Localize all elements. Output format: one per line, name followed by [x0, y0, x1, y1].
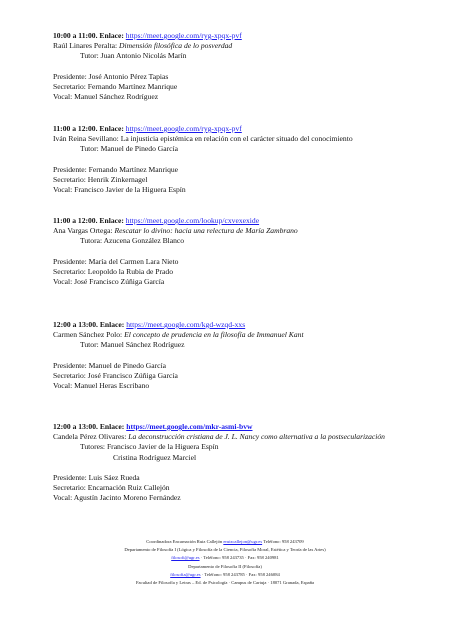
thesis-title: Dimensión filosófica de lo posverdad — [119, 41, 233, 51]
footer-address: Facultad de Filosofía y Letras – Ed. de Psicología · Campus de Cartuja · 18071 Granada, España — [135, 580, 315, 586]
secretary-line: Secretario: Henrik Zinkernagel — [53, 174, 148, 184]
vocal-line: Vocal: Agustín Jacinto Moreno Fernández — [53, 493, 181, 503]
session-header — [53, 216, 432, 226]
session-header — [53, 124, 432, 134]
footer-department-1-contact — [30, 554, 420, 562]
enlace-label: Enlace: — [99, 216, 124, 225]
secretary-line: Secretario: Encarnación Ruiz Callejón — [53, 483, 170, 493]
footer-department-2-phone: · Teléfono: 958 243785 · Fax: 958 246084 — [201, 571, 280, 577]
vocal-line: Vocal: Manuel Heras Escribano — [53, 381, 150, 391]
footer-coordinator-phone: Teléfono: 958 243709 — [263, 539, 304, 544]
meet-link[interactable]: https://meet.google.com/kgd-wzqd-xxs — [126, 320, 246, 329]
enlace-label: Enlace: — [99, 124, 124, 133]
footer-department-2-email[interactable]: filosofia@ugr.es — [170, 571, 201, 577]
president-line: Presidente: Manuel de Pinedo García — [53, 360, 167, 370]
footer-department-1: Departamento de Filosofía I (Lógica y Filosofía de la Ciencia, Filosofía Moral, Estética y Teoría de las Artes) — [124, 547, 326, 553]
session-block — [53, 124, 432, 195]
secretary-line: Secretario: Fernando Martínez Manrique — [53, 81, 178, 91]
footer-department-2-contact — [30, 571, 420, 579]
footer-department-2: Departamento de Filosofía II (Filosofía) — [188, 563, 262, 569]
session-header — [53, 320, 432, 330]
student-name: Raúl Linares Peralta: — [53, 41, 118, 51]
thesis-title: El concepto de prudencia en la filosofía de Immanuel Kant — [124, 330, 304, 340]
session-time: 12:00 a 13:00. — [53, 320, 98, 329]
president-line: Presidente: José Antonio Pérez Tapias — [53, 71, 169, 81]
tutor-line: Tutor: Manuel Sánchez Rodríguez — [80, 340, 185, 350]
meet-link[interactable]: https://meet.google.com/ryg-xpqx-pvf — [125, 31, 242, 40]
thesis-title: La injusticia epistémica en relación con el carácter situado del conocimiento — [120, 134, 353, 144]
student-line — [53, 134, 432, 144]
session-block — [53, 216, 432, 287]
student-name: Ana Vargas Ortega: — [53, 226, 113, 236]
thesis-title: Rescatar lo divino: hacia una relectura de María Zambrano — [114, 226, 298, 236]
tutor-line-secondary: Cristina Rodríguez Marciel — [113, 452, 197, 462]
student-name: Candela Pérez Olivares: — [53, 432, 127, 442]
session-time: 11:00 a 12:00. — [53, 216, 98, 225]
meet-link[interactable]: https://meet.google.com/lookup/cxvexexide — [125, 216, 260, 225]
student-line — [53, 41, 432, 51]
tutor-line: Tutor: Juan Antonio Nicolás Marín — [80, 51, 187, 61]
session-time: 10:00 a 11:00. — [53, 31, 98, 40]
student-line — [53, 330, 432, 340]
session-block — [53, 320, 432, 391]
vocal-line: Vocal: José Francisco Zúñiga García — [53, 277, 165, 287]
president-line: Presidente: Fernando Martínez Manrique — [53, 164, 179, 174]
secretary-line: Secretario: Leopoldo la Rubia de Prado — [53, 266, 173, 276]
session-time: 11:00 a 12:00. — [53, 124, 98, 133]
enlace-label: Enlace: — [99, 31, 124, 40]
vocal-line: Vocal: Francisco Javier de la Higuera Espín — [53, 185, 186, 195]
meet-link[interactable]: https://meet.google.com/mkr-asmi-bvw — [126, 422, 253, 431]
footer-coordinator — [30, 538, 420, 546]
session-block — [53, 31, 432, 102]
president-line: Presidente: Luis Sáez Rueda — [53, 472, 140, 482]
student-name: Carmen Sánchez Polo: — [53, 330, 123, 340]
session-header — [53, 422, 432, 432]
student-line — [53, 226, 432, 236]
tutor-line: Tutora: Azucena González Blanco — [80, 236, 185, 246]
secretary-line: Secretario: José Francisco Zúñiga García — [53, 370, 178, 380]
meet-link[interactable]: https://meet.google.com/ryg-xpqx-pvf — [125, 124, 242, 133]
vocal-line: Vocal: Manuel Sánchez Rodríguez — [53, 92, 159, 102]
footer-coordinator-name: Coordinadora Encarnación Ruiz Callejón — [146, 539, 223, 544]
footer-coordinator-email[interactable]: eruizcallejon@ugr.es — [223, 539, 263, 544]
student-line — [53, 432, 432, 442]
session-time: 12:00 a 13:00. — [53, 422, 98, 431]
tutor-line: Tutores: Francisco Javier de la Higuera Espín — [80, 442, 219, 452]
footer-department-1-phone: · Teléfono: 958 243735 · Fax: 958 240981 — [200, 555, 279, 561]
enlace-label: Enlace: — [99, 422, 125, 431]
page-footer — [30, 538, 420, 587]
student-name: Iván Reina Sevillano: — [53, 134, 119, 144]
enlace-label: Enlace: — [99, 320, 125, 329]
tutor-line: Tutor: Manuel de Pinedo García — [80, 144, 178, 154]
footer-department-1-email[interactable]: filosofi@ugr.es — [171, 555, 200, 561]
president-line: Presidente: María del Carmen Lara Nieto — [53, 256, 179, 266]
session-header — [53, 31, 432, 41]
thesis-title: La deconstrucción cristiana de J. L. Nancy como alternativa a la postsecularización — [128, 432, 385, 442]
session-block — [53, 422, 432, 503]
